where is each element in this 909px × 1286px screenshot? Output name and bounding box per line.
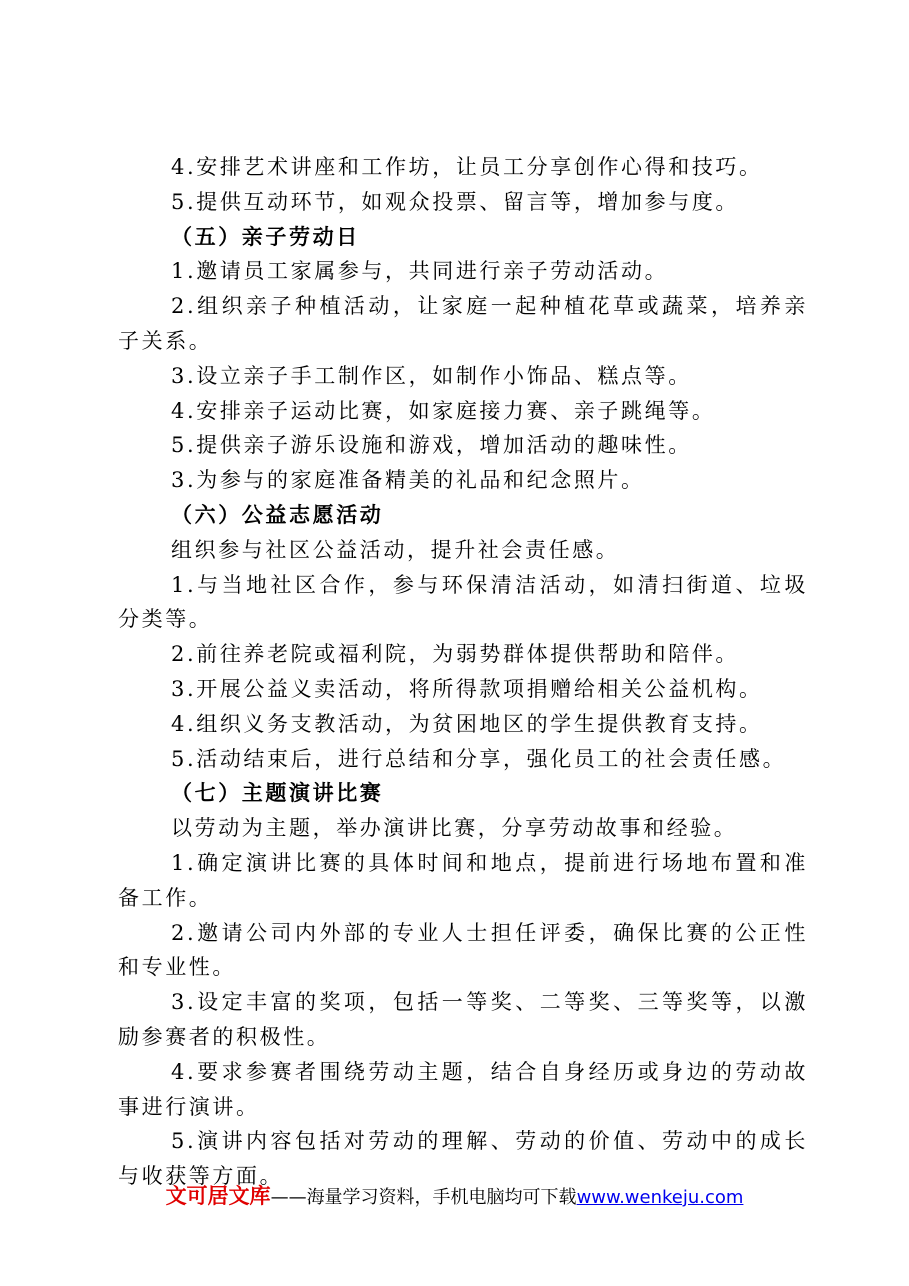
- list-item: 2.邀请公司内外部的专业人士担任评委，确保比赛的公正性和专业性。: [118, 920, 808, 980]
- list-item: 2.组织亲子种植活动，让家庭一起种植花草或蔬菜，培养亲子关系。: [118, 294, 808, 353]
- list-item: 5.提供亲子游乐设施和游戏，增加活动的趣味性。: [171, 433, 692, 458]
- list-item: 5.提供互动环节，如观众投票、留言等，增加参与度。: [171, 189, 740, 214]
- list-item: 3.设立亲子手工制作区，如制作小饰品、糕点等。: [171, 363, 692, 388]
- section-heading: （六）公益志愿活动: [171, 501, 384, 527]
- list-item: 4.安排艺术讲座和工作坊，让员工分享创作心得和技巧。: [171, 155, 763, 179]
- list-item: 4.安排亲子运动比赛，如家庭接力赛、亲子跳绳等。: [171, 398, 716, 423]
- section-intro: 组织参与社区公益活动，提升社会责任感。: [171, 537, 620, 562]
- list-item: 1.确定演讲比赛的具体时间和地点，提前进行场地布置和准备工作。: [118, 850, 808, 910]
- section-intro: 以劳动为主题，举办演讲比赛，分享劳动故事和经验。: [171, 816, 738, 841]
- footer-brand: 文可居文库: [165, 1184, 271, 1208]
- footer-link[interactable]: www.wenkeju.com: [576, 1187, 744, 1208]
- list-item: 1.邀请员工家属参与，共同进行亲子劳动活动。: [171, 259, 669, 284]
- list-item: 4.要求参赛者围绕劳动主题，结合自身经历或身边的劳动故事进行演讲。: [118, 1059, 808, 1119]
- list-item: 5.活动结束后，进行总结和分享，强化员工的社会责任感。: [171, 746, 787, 771]
- list-item: 4.组织义务支教活动，为贫困地区的学生提供教育支持。: [171, 711, 763, 736]
- list-item: 5.演讲内容包括对劳动的理解、劳动的价值、劳动中的成长与收获等方面。: [118, 1129, 808, 1189]
- list-item: 1.与当地社区合作，参与环保清洁活动，如清扫街道、垃圾分类等。: [118, 572, 808, 632]
- footer-tagline: ——海量学习资料，手机电脑均可下载: [270, 1187, 577, 1208]
- section-heading: （五）亲子劳动日: [171, 223, 360, 249]
- list-item: 3.为参与的家庭准备精美的礼品和纪念照片。: [171, 468, 645, 493]
- page-footer: [0, 1180, 909, 1210]
- list-item: 3.开展公益义卖活动，将所得款项捐赠给相关公益机构。: [171, 676, 763, 701]
- list-item: 2.前往养老院或福利院，为弱势群体提供帮助和陪伴。: [171, 642, 740, 667]
- document-body: [118, 150, 808, 1194]
- section-heading: （七）主题演讲比赛: [171, 780, 384, 806]
- list-item: 3.设定丰富的奖项，包括一等奖、二等奖、三等奖等，以激励参赛者的积极性。: [118, 990, 808, 1049]
